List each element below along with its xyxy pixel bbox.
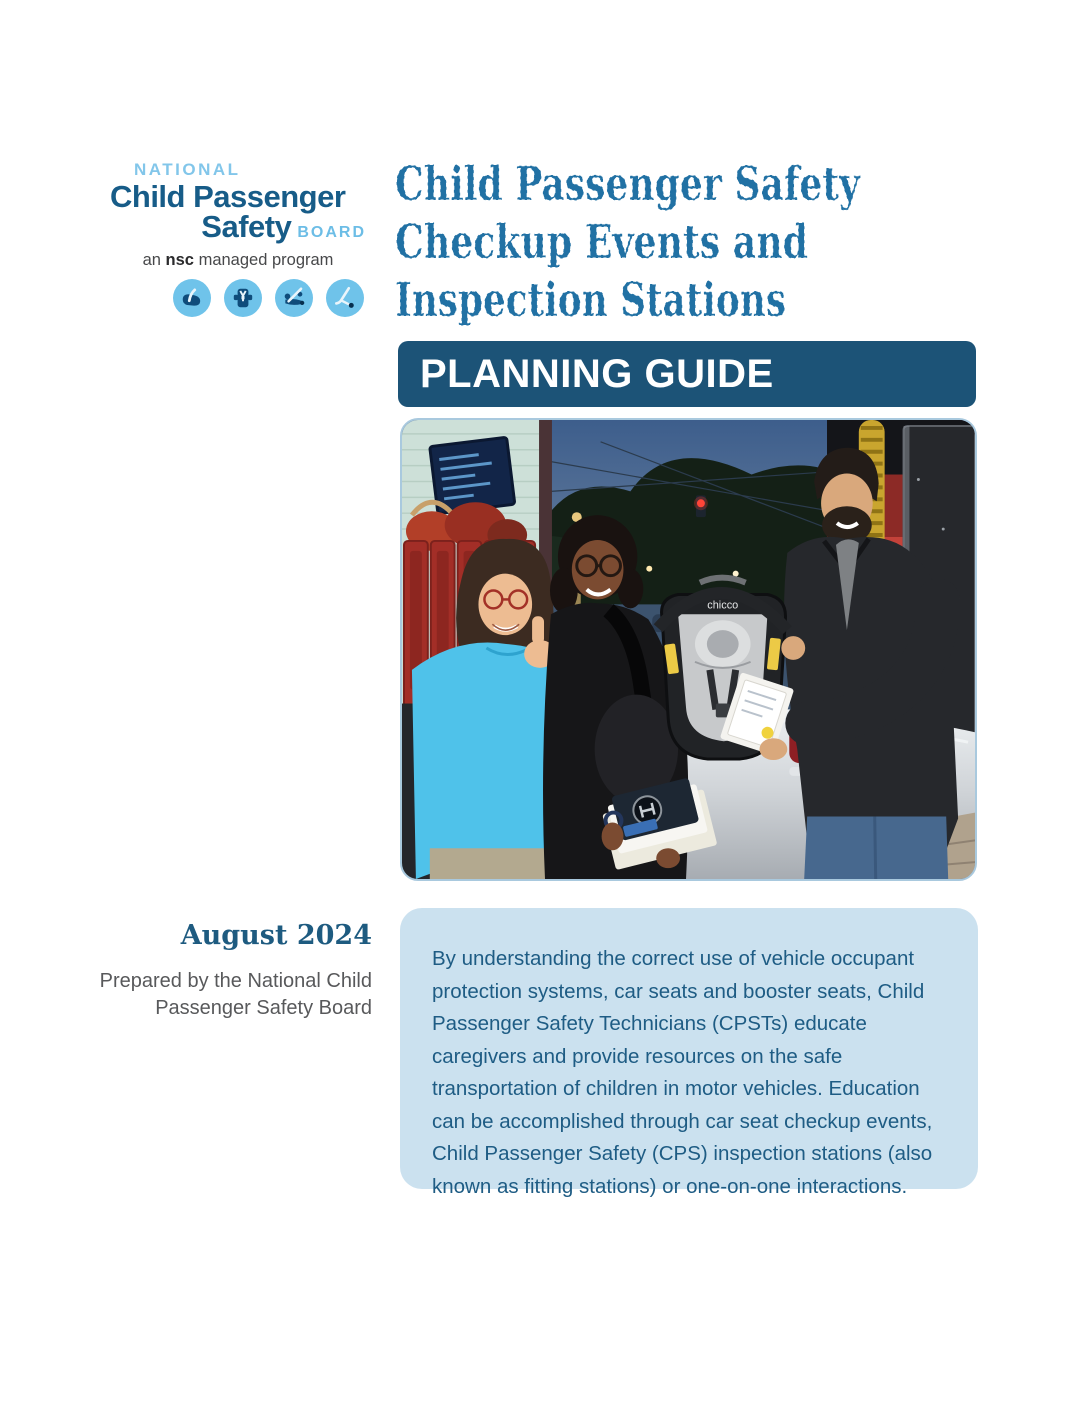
- publication-block: [94, 920, 372, 1022]
- cover-photo-illustration: [402, 420, 975, 879]
- booster-seat-icon: [275, 279, 313, 317]
- nsc-wordmark: nsc: [165, 251, 194, 269]
- org-logo: [110, 160, 366, 317]
- cover-photo: [400, 418, 977, 881]
- page-title: [393, 148, 988, 333]
- harness-seat-icon: [224, 279, 262, 317]
- intro-paragraph: By understanding the correct use of vehicle occupant protection systems, car seats and booster seats, Child Passenger Safety Technicians (CPSTs) educate caregivers and provide resources on the safe transportation of children in motor vehicles. Education can be accomplished through car seat checkup events, Child Passenger Safety (CPS) inspection stations (also known as fitting stations) or one-on-one interactions.: [432, 947, 933, 1198]
- title-line-3: Inspection Stations: [395, 273, 786, 328]
- prepared-by-line2: Passenger Safety Board: [155, 997, 372, 1019]
- prepared-by-line1: Prepared by the National Child: [99, 970, 372, 992]
- seat-belt-icon: [326, 279, 364, 317]
- logo-name-line2: [110, 209, 366, 248]
- logo-tagline: an nsc managed program: [142, 251, 334, 269]
- logo-safety-label: Safety: [201, 209, 292, 244]
- logo-icon-row: [110, 279, 364, 317]
- planning-guide-banner: [398, 341, 976, 407]
- banner-label: PLANNING GUIDE: [420, 351, 774, 396]
- logo-board-label: BOARD: [297, 224, 366, 241]
- publication-date: August 2024: [180, 920, 372, 951]
- logo-name-line1: Child Passenger: [110, 179, 346, 214]
- intro-callout-box: [400, 908, 978, 1198]
- logo-national-label: NATIONAL: [134, 160, 241, 179]
- carseat-brand-label: chicco: [707, 599, 739, 612]
- title-line-2: Checkup Events and: [395, 215, 808, 270]
- prepared-by: [94, 968, 372, 1022]
- title-line-1: Child Passenger Safety: [395, 157, 862, 212]
- infant-carrier-icon: [173, 279, 211, 317]
